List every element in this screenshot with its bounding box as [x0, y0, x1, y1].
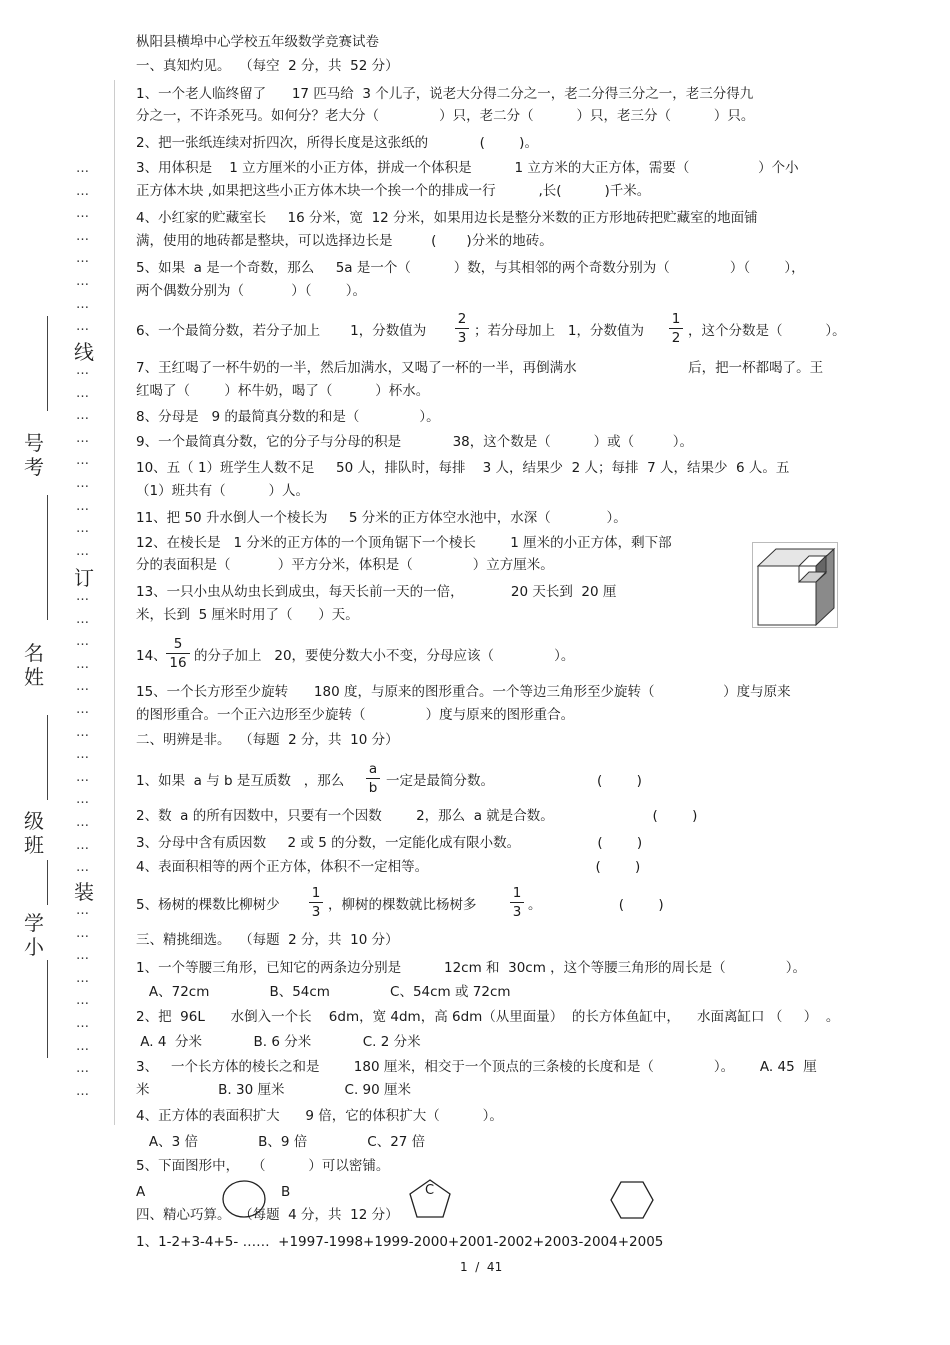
- binding-border-top: [114, 80, 115, 1125]
- q15-line1: 15、一个长方形至少旋转 180 度，与原来的图形重合。一个等边三角形至少旋转（ ）度与原来: [136, 684, 791, 700]
- q1-line1: 1、一个老人临终留了 17 匹马给 3 个儿子，说老大分得二分之一，老二分得三分之一，老三分得九: [136, 86, 754, 102]
- q5-line2: 两个偶数分别为（ ）（ ）。: [136, 283, 367, 299]
- q10-line2: （1）班共有（ ）人。: [136, 483, 310, 499]
- section-3-heading: 三、精挑细选。 （每题 2 分，共 10 分）: [136, 932, 399, 948]
- binding-dots-4: … … … … … … … … …: [76, 903, 90, 1099]
- q8: 8、分母是 9 的最简真分数的和是（ ）。: [136, 409, 440, 425]
- binding-char-ding: 订: [74, 566, 94, 590]
- label-xingming-1: 名: [24, 641, 44, 665]
- binding-line-3: [47, 715, 48, 800]
- c1-question: 1、一个等腰三角形，已知它的两条边分别是 12cm 和 30cm ，这个等腰三角形的周长是（ ）。: [136, 960, 806, 976]
- q6-fraction-2: 1 2: [669, 311, 683, 346]
- binding-dots-3: … … … … … … … … … … … … …: [76, 589, 90, 876]
- label-kaohao-1: 号: [24, 431, 44, 455]
- binding-line-4: [47, 860, 48, 905]
- q2: 2、把一张纸连续对折四次，所得长度是这张纸的 ( )。: [136, 135, 538, 151]
- binding-char-zhuang: 装: [74, 880, 94, 904]
- c5-question: 5、下面图形中， （ ）可以密铺。: [136, 1158, 390, 1174]
- q3-line2: 正方体木块 ,如果把这些小正方体木块一个挨一个的排成一行 ,长( )千米。: [136, 183, 651, 199]
- q14-fraction: 5 16: [166, 636, 190, 671]
- q11: 11、把 50 升水倒人一个棱长为 5 分米的正方体空水池中，水深（ ）。: [136, 510, 627, 526]
- q7-line2: 红喝了（ ）杯牛奶，喝了（ ）杯水。: [136, 383, 430, 399]
- q3-line1: 3、用体积是 1 立方厘米的小正方体，拼成一个体积是 1 立方米的大正方体，需要（ ）个小: [136, 160, 799, 176]
- j5-fraction-2: 1 3: [510, 885, 524, 920]
- j2: 2、数 a 的所有因数中，只要有一个因数 2，那么 a 就是合数。 ( ): [136, 808, 698, 824]
- calc-1: 1、1-2+3-4+5- …… +1997-1998+1999-2000+2001-2002+2003-2004+2005: [136, 1234, 664, 1250]
- cube-figure: [752, 542, 838, 628]
- label-kaohao-2: 考: [24, 455, 44, 479]
- j4: 4、表面积相等的两个正方体，体积不一定相等。 ( ): [136, 859, 641, 875]
- label-xingming-2: 姓: [24, 665, 44, 689]
- q7-line1: 7、王红喝了一杯牛奶的一半，然后加满水，又喝了一杯的一半，再倒满水 后，把一杯都喝了。王: [136, 360, 824, 376]
- c3-line1: 3、 一个长方体的棱长之和是 180 厘米，相交于一个顶点的三条棱的长度和是（ ）。 A. 45 厘: [136, 1059, 817, 1075]
- label-banji-2: 班: [24, 833, 44, 857]
- q6-part-c: ，这个分数是（ ）。: [688, 323, 846, 339]
- q6-fraction-1: 2 3: [455, 311, 469, 346]
- c2-options: A. 4 分米 B. 6 分米 C. 2 分米: [136, 1034, 421, 1050]
- q13-line2: 米，长到 5 厘米时用了（ ）天。: [136, 607, 359, 623]
- page-number: 1 / 41: [460, 1260, 503, 1274]
- c5-option-b-label: B: [281, 1184, 291, 1200]
- q10-line1: 10、五（ 1）班学生人数不足 50 人，排队时，每排 3 人，结果少 2 人；每排 7 人，结果少 6 人。五: [136, 460, 790, 476]
- c4-question: 4、正方体的表面积扩大 9 倍，它的体积扩大（ ）。: [136, 1108, 503, 1124]
- c5-option-d-hexagon: [609, 1180, 655, 1220]
- q9: 9、一个最简真分数，它的分子与分母的积是 38，这个数是（ ）或（ ）。: [136, 434, 694, 450]
- q12-line2: 分的表面积是（ ）平方分米，体积是（ ）立方厘米。: [136, 557, 554, 573]
- q14-part-a: 14、: [136, 648, 167, 664]
- q1-line2: 分之一，不许杀死马。如何分？老大分（ ）只，老二分（ ）只，老三分（ ）只。: [136, 108, 755, 124]
- q4-line2: 满，使用的地砖都是整块，可以选择边长是 ( )分米的地砖。: [136, 233, 553, 249]
- q6-part-a: 6、一个最简分数，若分子加上 1，分数值为: [136, 323, 427, 339]
- c5-option-a-label: A: [136, 1184, 146, 1200]
- c4-options: A、3 倍 B、9 倍 C、27 倍: [136, 1134, 426, 1150]
- q6-part-b: ；若分母加上 1，分数值为: [474, 323, 644, 339]
- q12-line1: 12、在棱长是 1 分米的正方体的一个顶角锯下一个棱长 1 厘米的小正方体，剩下部: [136, 535, 672, 551]
- binding-line-1: [47, 316, 48, 411]
- binding-line-5: [47, 960, 48, 1058]
- j5-fraction-1: 1 3: [309, 885, 323, 920]
- q15-line2: 的图形重合。一个正六边形至少旋转（ ）度与原来的图形重合。: [136, 707, 575, 723]
- c2-question: 2、把 96L 水倒入一个长 6dm，宽 4dm，高 6dm（从里面量） 的长方体鱼缸中， 水面离缸口 （ ） 。: [136, 1009, 840, 1025]
- c3-line2: 米 B. 30 厘米 C. 90 厘米: [136, 1082, 412, 1098]
- j5-part-a: 5、杨树的棵数比柳树少: [136, 897, 280, 913]
- exam-title: 枞阳县横埠中心学校五年级数学竞赛试卷: [136, 34, 379, 50]
- q5-line1: 5、如果 a 是一个奇数，那么 5a 是一个（ ）数，与其相邻的两个奇数分别为（ ）（ ），: [136, 260, 805, 276]
- q13-line1: 13、一只小虫从幼虫长到成虫，每天长前一天的一倍， 20 天长到 20 厘: [136, 584, 617, 600]
- section-4-heading: 四、精心巧算。 （每题 4 分，共 12 分）: [136, 1207, 399, 1223]
- j5-part-c: 。 ( ): [528, 897, 664, 913]
- section-1-heading: 一、真知灼见。 （每空 2 分，共 52 分）: [136, 58, 399, 74]
- binding-dots-1: … … … … … … … …: [76, 161, 90, 335]
- binding-line-2: [47, 495, 48, 620]
- binding-dots-2: … … … … … … … … …: [76, 363, 90, 559]
- j1-part-a: 1、如果 a 与 b 是互质数 ，那么: [136, 773, 345, 789]
- c1-options: A、72cm B、54cm C、54cm 或 72cm: [136, 984, 511, 1000]
- label-xuexiao-2: 小: [24, 935, 44, 959]
- q4-line1: 4、小红家的贮藏室长 16 分米，宽 12 分米，如果用边长是整分米数的正方形地砖把贮藏室的地面铺: [136, 210, 758, 226]
- section-2-heading: 二、明辨是非。 （每题 2 分，共 10 分）: [136, 732, 399, 748]
- j3: 3、分母中含有质因数 2 或 5 的分数，一定能化成有限小数。 ( ): [136, 835, 643, 851]
- c5-option-c-label: C: [425, 1183, 435, 1198]
- j5-part-b: ，柳树的棵数就比杨树多: [328, 897, 477, 913]
- binding-char-xian: 线: [74, 340, 94, 364]
- label-xuexiao-1: 学: [24, 911, 44, 935]
- q14-part-b: 的分子加上 20，要使分数大小不变，分母应该（ ）。: [194, 648, 575, 664]
- label-banji-1: 级: [24, 809, 44, 833]
- j1-part-b: 一定是最简分数。 ( ): [386, 773, 642, 789]
- j1-fraction: a b: [366, 761, 380, 796]
